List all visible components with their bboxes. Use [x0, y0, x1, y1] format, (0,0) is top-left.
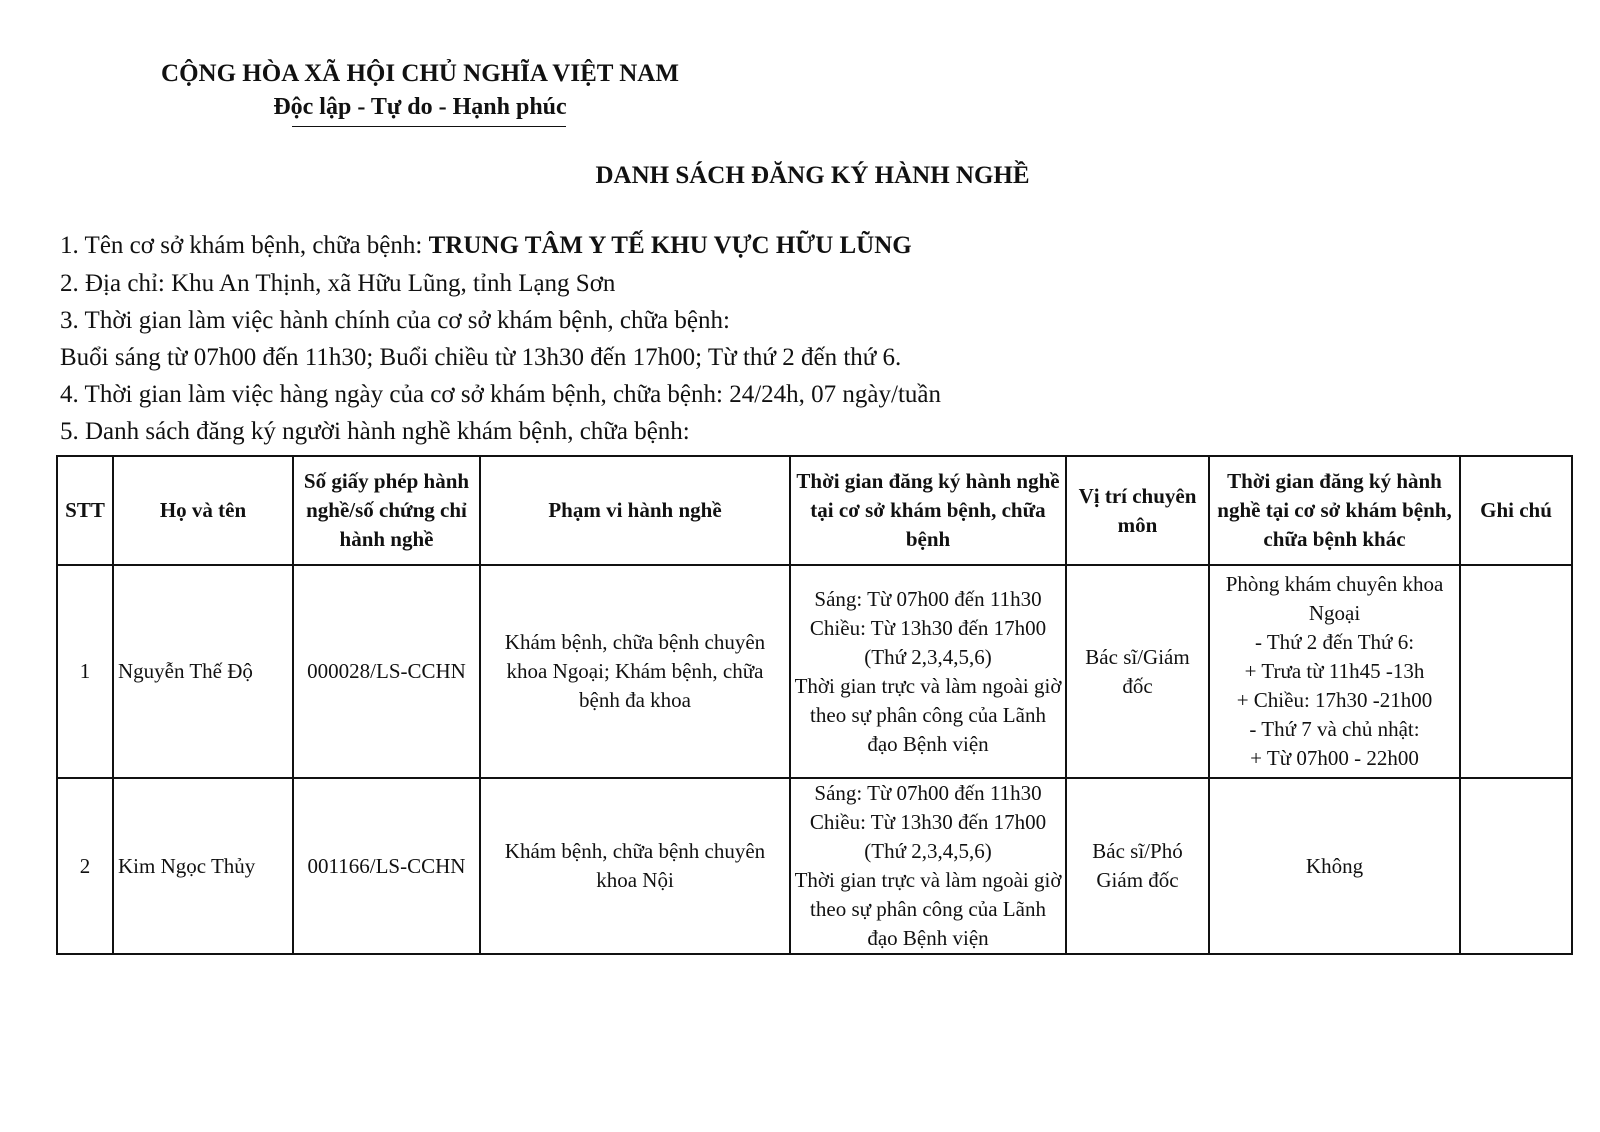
cell-stt: 2: [57, 778, 113, 954]
other-time-line: + Trưa từ 11h45 -13h: [1244, 659, 1425, 683]
cell-position: Bác sĩ/Giám đốc: [1066, 565, 1209, 778]
office-hours-label: 3. Thời gian làm việc hành chính của cơ sở khám bệnh, chữa bệnh:: [60, 307, 730, 334]
daily-hours-line: 4. Thời gian làm việc hàng ngày của cơ sở khám bệnh, chữa bệnh: 24/24h, 07 ngày/tuần: [60, 381, 942, 408]
motto-underline: [292, 126, 566, 127]
document-title: DANH SÁCH ĐĂNG KÝ HÀNH NGHỀ: [595, 162, 1030, 189]
address-line: 2. Địa chỉ: Khu An Thịnh, xã Hữu Lũng, tỉnh Lạng Sơn: [60, 270, 616, 297]
time-line: Chiều: Từ 13h30 đến 17h00: [809, 615, 1047, 640]
other-time-line: - Thứ 2 đến Thứ 6:: [1254, 630, 1415, 654]
office-hours-value: Buổi sáng từ 07h00 đến 11h30; Buổi chiều từ 13h30 đến 17h00; Từ thứ 2 đến thứ 6.: [60, 344, 902, 371]
table-row: [57, 778, 1572, 954]
other-time-line: + Chiều: 17h30 -21h00: [1236, 688, 1433, 712]
cell-stt: 1: [57, 565, 113, 778]
cell-time: [790, 565, 1066, 778]
time-line: Thời gian trực và làm ngoài giờ theo sự phân công của Lãnh đạo Bệnh viện: [794, 673, 1062, 756]
header-license: Số giấy phép hành nghề/số chứng chỉ hành nghề: [293, 456, 480, 565]
cell-other-time: [1209, 778, 1460, 954]
national-header: [120, 58, 720, 122]
cell-name: Nguyễn Thế Độ: [113, 565, 293, 778]
header-other-time: Thời gian đăng ký hành nghề tại cơ sở khám bệnh, chữa bệnh khác: [1209, 456, 1460, 565]
cell-note: [1460, 565, 1572, 778]
header-note: Ghi chú: [1460, 456, 1572, 565]
facility-name-line: [60, 230, 912, 262]
facility-name-value: TRUNG TÂM Y TẾ KHU VỰC HỮU LŨNG: [428, 232, 912, 259]
national-motto: Độc lập - Tự do - Hạnh phúc: [273, 94, 567, 120]
time-line: Sáng: Từ 07h00 đến 11h30: [814, 781, 1042, 805]
cell-position: Bác sĩ/Phó Giám đốc: [1066, 778, 1209, 954]
practitioner-list-label: 5. Danh sách đăng ký người hành nghề khám bệnh, chữa bệnh:: [60, 418, 690, 445]
cell-note: [1460, 778, 1572, 954]
header-time: Thời gian đăng ký hành nghề tại cơ sở khám bệnh, chữa bệnh: [790, 456, 1066, 565]
header-scope: Phạm vi hành nghề: [480, 456, 790, 565]
time-line: Thời gian trực và làm ngoài giờ theo sự phân công của Lãnh đạo Bệnh viện: [794, 868, 1062, 950]
cell-license: 001166/LS-CCHN: [293, 778, 480, 954]
cell-license: 000028/LS-CCHN: [293, 565, 480, 778]
practitioner-table: [56, 455, 1573, 955]
other-time-line: Phòng khám chuyên khoa Ngoại: [1225, 572, 1444, 625]
table-header-row: [57, 456, 1572, 565]
cell-scope: Khám bệnh, chữa bệnh chuyên khoa Nội: [480, 778, 790, 954]
cell-time: [790, 778, 1066, 954]
table-row: [57, 565, 1572, 778]
header-name: Họ và tên: [113, 456, 293, 565]
time-line: (Thứ 2,3,4,5,6): [864, 644, 992, 669]
other-time-line: + Từ 07h00 - 22h00: [1250, 746, 1419, 770]
time-line: Chiều: Từ 13h30 đến 17h00: [809, 810, 1047, 834]
nation-name: CỘNG HÒA XÃ HỘI CHỦ NGHĨA VIỆT NAM: [161, 60, 679, 87]
cell-other-time: [1209, 565, 1460, 778]
other-time-line: Không: [1305, 853, 1364, 878]
header-stt: STT: [57, 456, 113, 565]
cell-name: Kim Ngọc Thủy: [113, 778, 293, 954]
other-time-line: - Thứ 7 và chủ nhật:: [1249, 717, 1420, 741]
header-position: Vị trí chuyên môn: [1066, 456, 1209, 565]
time-line: Sáng: Từ 07h00 đến 11h30: [814, 586, 1042, 611]
facility-name-label: 1. Tên cơ sở khám bệnh, chữa bệnh:: [60, 232, 429, 259]
cell-scope: Khám bệnh, chữa bệnh chuyên khoa Ngoại; Khám bệnh, chữa bệnh đa khoa: [480, 565, 790, 778]
time-line: (Thứ 2,3,4,5,6): [864, 839, 992, 863]
